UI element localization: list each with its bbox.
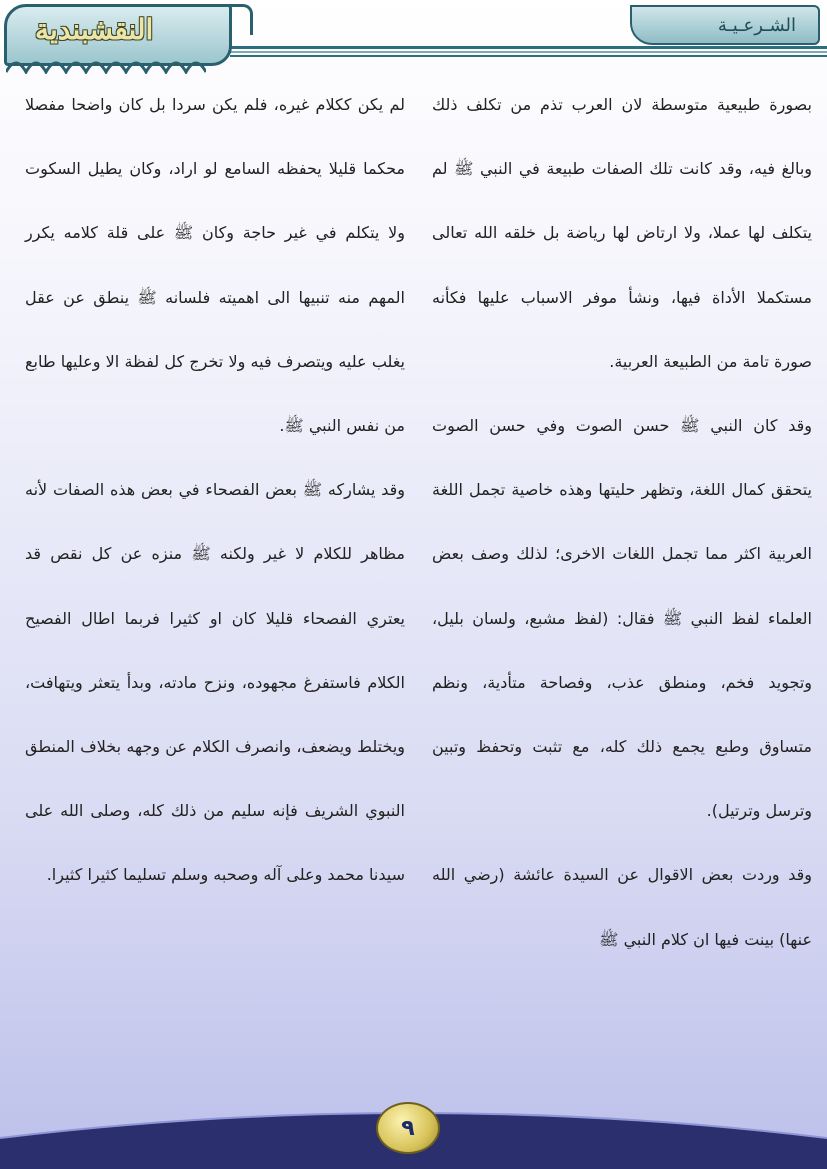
page-number-badge bbox=[376, 1102, 440, 1154]
section-title: الشـرعـيـة bbox=[717, 15, 796, 36]
header-rule bbox=[230, 51, 827, 53]
paragraph: لم يكن ككلام غيره، فلم يكن سردا بل كان واضحا مفصلا محكما قليلا يحفظه السامع لو اراد، وكان يطيل السكوت ولا يتكلم في غير حاجة وكان ﷺ على قلة كلامه يكرر المهم منه تنبيها الى اهميته فلسانه ﷺ ينطق عن عقل يغلب عليه ويتصرف فيه ولا تخرج كل لفظة الا وعليها طابع من نفس النبي ﷺ. bbox=[25, 95, 405, 436]
logo-ornament bbox=[222, 4, 253, 35]
logo-arches-ornament bbox=[6, 54, 206, 74]
paragraph: بصورة طبيعية متوسطة لان العرب تذم من تكلف ذلك وبالغ فيه، وقد كانت تلك الصفات طبيعة في النبي ﷺ لم يتكلف لها عملا، ولا ارتاض لها رياضة بل خلقه الله تعالى مستكملا الأداة فيها، ونشأ موفر الاسباب عليها فكأنه صورة تامة من الطبيعة العربية. bbox=[432, 95, 812, 371]
text-column-left bbox=[25, 73, 405, 908]
text-column-right bbox=[432, 73, 812, 972]
paragraph: وقد يشاركه ﷺ بعض الفصحاء في بعض هذه الصفات لأنه مظاهر للكلام لا غير ولكنه ﷺ منزه عن كل نقص قد يعتري الفصحاء قليلا كان او كثيرا فربما اطال الفصيح الكلام فاستفرغ مجهوده، ونزح مادته، وبدأ يتعثر ويتهافت، ويختلط ويضعف، وانصرف الكلام عن وجهه بخلاف المنطق النبوي الشريف فإنه سليم من ذلك كله، وصلى الله على سيدنا محمد وعلى آله وصحبه وسلم تسليما كثيرا كثيرا. bbox=[25, 480, 405, 885]
section-tab bbox=[630, 5, 820, 45]
logo-text: النقشبندية bbox=[35, 13, 154, 46]
page-number: ٩ bbox=[401, 1116, 415, 1141]
header-rule bbox=[230, 55, 827, 57]
paragraph: وقد كان النبي ﷺ حسن الصوت وفي حسن الصوت يتحقق كمال اللغة، وتظهر حليتها وهذه خاصية تجمل اللغة العربية اكثر مما تجمل اللغات الاخرى؛ لذلك وصف بعض العلماء لفظ النبي ﷺ فقال: (لفظ مشبع، ولسان بليل، وتجويد فخم، ومنطق عذب، وفصاحة متأدية، ونظم متساوق وطبع يجمع ذلك كله، مع تثبت وتحفظ وتبين وترسل وترتيل). bbox=[432, 416, 812, 821]
header-rule bbox=[230, 46, 827, 49]
paragraph: وقد وردت بعض الاقوال عن السيدة عائشة (رضي الله عنها) بينت فيها ان كلام النبي ﷺ bbox=[432, 865, 812, 949]
